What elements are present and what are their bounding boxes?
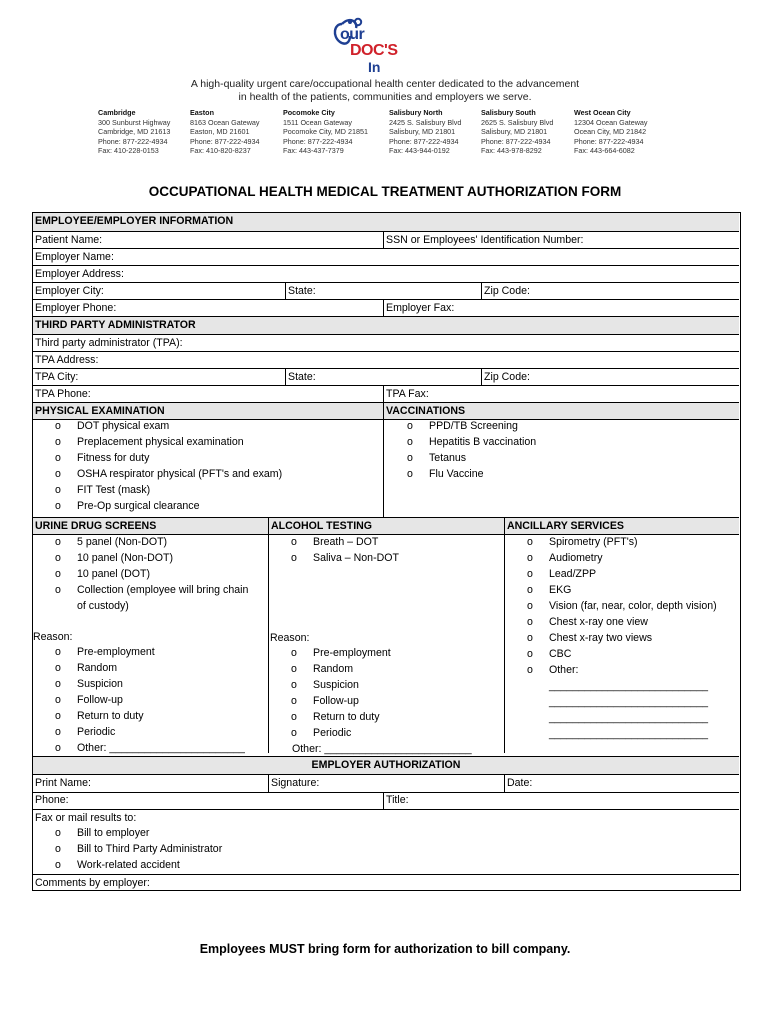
- logo-text-your: our: [340, 26, 365, 43]
- form-title: OCCUPATIONAL HEALTH MEDICAL TREATMENT AUTHORIZATION FORM: [148, 184, 622, 199]
- location-name: West Ocean City: [574, 108, 631, 117]
- tpa-zip-field[interactable]: Zip Code:: [484, 371, 530, 383]
- location-city: Salisbury, MD 21801: [389, 127, 456, 136]
- employer-phone-field[interactable]: Employer Phone:: [35, 302, 117, 314]
- location-phone: Phone: 877-222-4934: [98, 136, 168, 146]
- ancillary-other-line[interactable]: ___________________________: [549, 712, 709, 724]
- location-address: 300 Sunburst Highway: [98, 117, 171, 127]
- ancillary-option-vision[interactable]: o Vision (far, near, color, depth vision): [527, 600, 717, 612]
- logo-text-in: In: [368, 59, 381, 75]
- location-fax: Fax: 410-228-0153: [98, 146, 159, 155]
- physical-option-fitness[interactable]: o Fitness for duty: [55, 452, 150, 464]
- location-name: Pocomoke City: [283, 108, 335, 117]
- physical-option-dot[interactable]: o DOT physical exam: [55, 420, 170, 432]
- location-name: Salisbury North: [389, 108, 443, 117]
- vaccine-option-hepatitis-b[interactable]: o Hepatitis B vaccination: [407, 436, 537, 448]
- location-name: Cambridge: [98, 108, 136, 117]
- authorization-form: [32, 212, 741, 891]
- location-fax: Fax: 410-820-8237: [190, 146, 251, 155]
- tagline-line-2: in health of the patients, communities and employers we serve.: [238, 91, 532, 103]
- tpa-field[interactable]: Third party administrator (TPA):: [35, 337, 183, 349]
- tpa-phone-field[interactable]: TPA Phone:: [35, 388, 91, 400]
- fax-mail-label: Fax or mail results to:: [35, 812, 137, 824]
- alcohol-reason-periodic[interactable]: o Periodic: [291, 727, 352, 739]
- ancillary-option-audiometry[interactable]: o Audiometry: [527, 552, 603, 564]
- ancillary-other-line[interactable]: ___________________________: [549, 680, 709, 692]
- location-phone: Phone: 877-222-4934: [574, 136, 644, 146]
- location-salisbury-south: [481, 108, 553, 156]
- urine-reason-follow-up[interactable]: o Follow-up: [55, 694, 123, 706]
- title-field[interactable]: Title:: [386, 794, 409, 806]
- vaccine-option-tetanus[interactable]: o Tetanus: [407, 452, 467, 464]
- location-west-ocean-city: [574, 108, 648, 156]
- vaccine-option-ppd[interactable]: o PPD/TB Screening: [407, 420, 518, 432]
- ancillary-services-header: ANCILLARY SERVICES: [505, 518, 739, 534]
- urine-option-collection[interactable]: o Collection (employee will bring chain: [55, 584, 249, 596]
- physical-option-fit-test[interactable]: o FIT Test (mask): [55, 484, 151, 496]
- alcohol-option-saliva[interactable]: o Saliva – Non-DOT: [291, 552, 399, 564]
- location-salisbury-north: [389, 108, 461, 156]
- location-address: 2625 S. Salisbury Blvd: [481, 117, 554, 127]
- employer-city-field[interactable]: Employer City:: [35, 285, 104, 297]
- location-city: Easton, MD 21601: [190, 127, 250, 136]
- alcohol-reason-label: Reason:: [270, 632, 310, 644]
- location-fax: Fax: 443-437-7379: [283, 146, 344, 155]
- urine-reason-periodic[interactable]: o Periodic: [55, 726, 116, 738]
- ancillary-option-chest-xray-two[interactable]: o Chest x-ray two views: [527, 632, 653, 644]
- location-fax: Fax: 443-664-6082: [574, 146, 635, 155]
- tagline: [150, 78, 620, 104]
- alcohol-reason-follow-up[interactable]: o Follow-up: [291, 695, 359, 707]
- alcohol-reason-other[interactable]: Other: _________________________: [292, 743, 472, 755]
- physical-option-preop[interactable]: o Pre-Op surgical clearance: [55, 500, 200, 512]
- alcohol-testing-header: ALCOHOL TESTING: [269, 518, 504, 534]
- employee-section-header: EMPLOYEE/EMPLOYER INFORMATION: [33, 213, 739, 231]
- location-name: Easton: [190, 108, 214, 117]
- physical-option-osha[interactable]: o OSHA respirator physical (PFT's and exam): [55, 468, 283, 480]
- location-phone: Phone: 877-222-4934: [481, 136, 551, 146]
- location-pocomoke-city: [283, 108, 368, 156]
- location-address: 2425 S. Salisbury Blvd: [389, 117, 462, 127]
- tpa-section-header: THIRD PARTY ADMINISTRATOR: [33, 317, 739, 334]
- location-city: Ocean City, MD 21842: [574, 127, 647, 136]
- tpa-address-field[interactable]: TPA Address:: [35, 354, 99, 366]
- company-logo: [328, 14, 420, 78]
- comments-field[interactable]: Comments by employer:: [35, 877, 150, 889]
- ancillary-option-chest-xray-one[interactable]: o Chest x-ray one view: [527, 616, 648, 628]
- ancillary-other-line[interactable]: ___________________________: [549, 696, 709, 708]
- ancillary-option-spirometry[interactable]: o Spirometry (PFT's): [527, 536, 638, 548]
- logo-text-docs: DOC'S: [350, 42, 398, 59]
- urine-option-10-panel-dot[interactable]: o 10 panel (DOT): [55, 568, 151, 580]
- urine-option-5-panel[interactable]: o 5 panel (Non-DOT): [55, 536, 168, 548]
- urine-option-collection-cont: of custody): [77, 600, 129, 612]
- urine-reason-random[interactable]: o Random: [55, 662, 118, 674]
- urine-reason-pre-employment[interactable]: o Pre-employment: [55, 646, 155, 658]
- location-address: 8163 Ocean Gateway: [190, 117, 260, 127]
- location-phone: Phone: 877-222-4934: [389, 136, 459, 146]
- physical-option-preplacement[interactable]: o Preplacement physical examination: [55, 436, 244, 448]
- location-fax: Fax: 443-944-0192: [389, 146, 450, 155]
- physical-exam-header: PHYSICAL EXAMINATION: [33, 403, 383, 419]
- urine-reason-other[interactable]: o Other: _______________________: [55, 742, 245, 754]
- vaccine-option-flu[interactable]: o Flu Vaccine: [407, 468, 484, 480]
- footer-note: Employees MUST bring form for authorization to bill company.: [199, 942, 571, 956]
- alcohol-reason-return-to-duty[interactable]: o Return to duty: [291, 711, 380, 723]
- location-city: Salisbury, MD 21801: [481, 127, 548, 136]
- bill-option-work-accident[interactable]: o Work-related accident: [55, 859, 180, 871]
- location-address: 1511 Ocean Gateway: [283, 117, 352, 127]
- urine-reason-suspicion[interactable]: o Suspicion: [55, 678, 123, 690]
- location-cambridge: [98, 108, 170, 156]
- alcohol-reason-pre-employment[interactable]: o Pre-employment: [291, 647, 391, 659]
- employer-name-field[interactable]: Employer Name:: [35, 251, 114, 263]
- alcohol-reason-suspicion[interactable]: o Suspicion: [291, 679, 359, 691]
- print-name-field[interactable]: Print Name:: [35, 777, 91, 789]
- tpa-state-field[interactable]: State:: [288, 371, 316, 383]
- ancillary-option-lead-zpp[interactable]: o Lead/ZPP: [527, 568, 597, 580]
- ancillary-option-other[interactable]: o Other:: [527, 664, 579, 676]
- tagline-line-1: A high-quality urgent care/occupational health center dedicated to the advancement: [190, 78, 580, 90]
- location-name: Salisbury South: [481, 108, 536, 117]
- bill-option-tpa[interactable]: o Bill to Third Party Administrator: [55, 843, 223, 855]
- ancillary-other-line[interactable]: ___________________________: [549, 728, 709, 740]
- alcohol-reason-random[interactable]: o Random: [291, 663, 354, 675]
- urine-reason-return-to-duty[interactable]: o Return to duty: [55, 710, 144, 722]
- location-phone: Phone: 877-222-4934: [283, 136, 353, 146]
- location-easton: [190, 108, 260, 156]
- vaccinations-header: VACCINATIONS: [384, 403, 739, 419]
- employer-authorization-header: EMPLOYER AUTHORIZATION: [33, 757, 739, 774]
- urine-option-10-panel-non-dot[interactable]: o 10 panel (Non-DOT): [55, 552, 173, 564]
- employer-fax-field[interactable]: Employer Fax:: [386, 302, 455, 314]
- location-city: Cambridge, MD 21613: [98, 127, 171, 136]
- location-phone: Phone: 877-222-4934: [190, 136, 260, 146]
- location-city: Pocomoke City, MD 21851: [283, 127, 368, 136]
- location-fax: Fax: 443-978-8292: [481, 146, 542, 155]
- employer-zip-field[interactable]: Zip Code:: [484, 285, 530, 297]
- signature-field[interactable]: Signature:: [271, 777, 320, 789]
- location-address: 12304 Ocean Gateway: [574, 117, 648, 127]
- tpa-city-field[interactable]: TPA City:: [35, 371, 79, 383]
- ancillary-option-ekg[interactable]: o EKG: [527, 584, 572, 596]
- bill-option-employer[interactable]: o Bill to employer: [55, 827, 150, 839]
- tpa-fax-field[interactable]: TPA Fax:: [386, 388, 429, 400]
- patient-name-field[interactable]: Patient Name:: [35, 234, 103, 246]
- ancillary-option-cbc[interactable]: o CBC: [527, 648, 572, 660]
- date-field[interactable]: Date:: [507, 777, 533, 789]
- alcohol-option-breath[interactable]: o Breath – DOT: [291, 536, 379, 548]
- location-list: [98, 108, 668, 158]
- phone-field[interactable]: Phone:: [35, 794, 69, 806]
- urine-drug-screens-header: URINE DRUG SCREENS: [33, 518, 268, 534]
- urine-reason-label: Reason:: [33, 631, 73, 643]
- ssn-field[interactable]: SSN or Employees' Identification Number:: [386, 234, 584, 246]
- employer-address-field[interactable]: Employer Address:: [35, 268, 124, 280]
- employer-state-field[interactable]: State:: [288, 285, 316, 297]
